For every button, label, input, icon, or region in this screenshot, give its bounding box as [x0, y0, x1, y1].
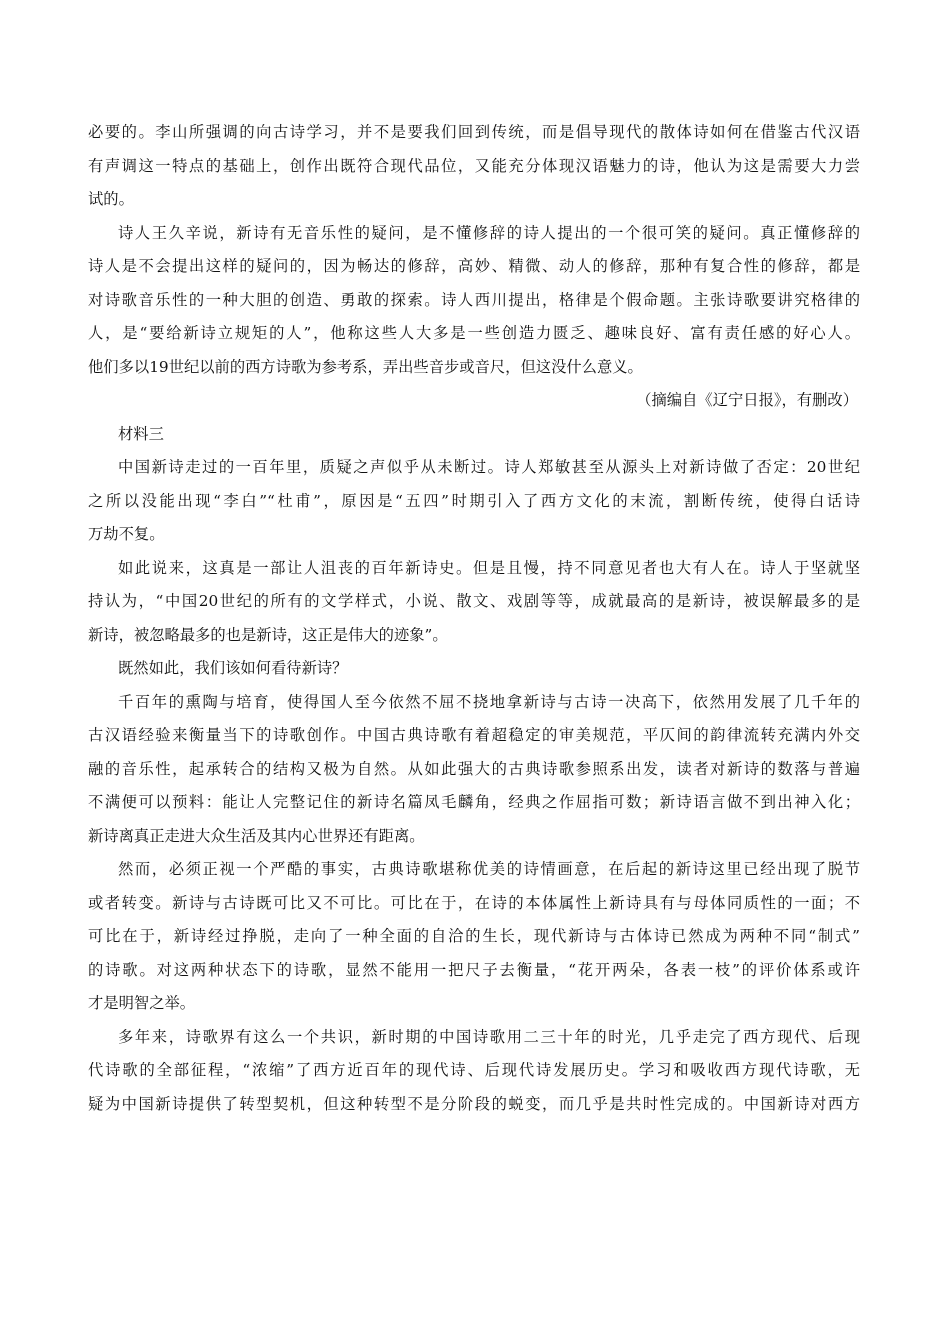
- paragraph: [88, 853, 860, 1021]
- section-heading: [88, 418, 860, 452]
- paragraph: [88, 116, 860, 217]
- text-line: 千百年的熏陶与培育，使得国人至今依然不屈不挠地拿新诗与古诗一决高下，依然用发展了几千年的: [118, 692, 860, 711]
- text-line: 持认为，“中国20世纪的所有的文学样式，小说、散文、戏剧等等，成就最高的是新诗，被误解最多的是: [88, 592, 860, 610]
- text-line: 试的。: [88, 190, 134, 208]
- citation-text: （摘编自《辽宁日报》，有删改）: [636, 391, 858, 409]
- text-line: 代诗歌的全部征程，“浓缩”了西方近百年的现代诗、后现代诗发展历史。学习和吸收西方现代诗歌，无: [88, 1061, 860, 1079]
- text-line: 多年来，诗歌界有这么一个共识，新时期的中国诗歌用二三十年的时光，几乎走完了西方现代、后现: [118, 1027, 860, 1046]
- paragraph: [88, 652, 860, 686]
- text-line: 新诗，被忽略最多的也是新诗，这正是伟大的迹象”。: [88, 625, 448, 644]
- text-line: 可比在于，新诗经过挣脱，走向了一种全面的自洽的生长，现代新诗与古体诗已然成为两种不同“制式”: [88, 927, 860, 945]
- paragraph: [88, 552, 860, 653]
- text-line: 或者转变。新诗与古诗既可比又不可比。可比在于，在诗的本体属性上新诗具有与母体同质性的一面；不: [88, 893, 860, 912]
- text-line: 万劫不复。: [88, 525, 165, 543]
- text-line: 诗人王久辛说，新诗有无音乐性的疑问，是不懂修辞的诗人提出的一个很可笑的疑问。真正懂修辞的: [118, 223, 860, 242]
- text-line: 才是明智之举。: [88, 994, 196, 1012]
- text-line: 融的音乐性，起承转合的结构又极为自然。从如此强大的古典诗歌参照系出发，读者对新诗的数落与普遍: [88, 759, 860, 778]
- paragraph: [88, 1021, 860, 1122]
- text-line: 有声调这一特点的基础上，创作出既符合现代品位，又能充分体现汉语魅力的诗，他认为这是需要大力尝: [88, 156, 860, 175]
- paragraph: [88, 217, 860, 385]
- paragraph: [88, 686, 860, 854]
- text-line: 必要的。李山所强调的向古诗学习，并不是要我们回到传统，而是倡导现代的散体诗如何在借鉴古代汉语: [88, 123, 860, 141]
- text-line: 之所以没能出现“李白”“杜甫”，原因是“五四”时期引入了西方文化的末流，割断传统，使得白话诗: [88, 491, 860, 510]
- paragraph: [88, 451, 860, 552]
- text-line: 不满便可以预料：能让人完整记住的新诗名篇凤毛麟角，经典之作屈指可数；新诗语言做不到出神入化；: [88, 793, 860, 811]
- text-line: 的诗歌。对这两种状态下的诗歌，显然不能用一把尺子去衡量，“花开两朵，各表一枝”的评价体系或许: [88, 960, 860, 979]
- heading-text: 材料三: [118, 424, 164, 443]
- text-line: 诗人是不会提出这样的疑问的，因为畅达的修辞，高妙、精微、动人的修辞，那种有复合性的修辞，都是: [88, 257, 860, 275]
- text-line: 对诗歌音乐性的一种大胆的创造、勇敢的探索。诗人西川提出，格律是个假命题。主张诗歌要讲究格律的: [88, 290, 860, 309]
- text-line: 古汉语经验来衡量当下的诗歌创作。中国古典诗歌有着超稳定的审美规范，平仄间的韵律流转充满内外交: [88, 726, 860, 744]
- text-line: 既然如此，我们该如何看待新诗？: [118, 659, 348, 677]
- text-line: 他们多以19世纪以前的西方诗歌为参考系，弄出些音步或音尺，但这没什么意义。: [88, 357, 643, 376]
- article-body: [88, 116, 860, 1121]
- text-line: 如此说来，这真是一部让人沮丧的百年新诗史。但是且慢，持不同意见者也大有人在。诗人于坚就坚: [118, 558, 860, 577]
- text-line: 新诗离真正走进大众生活及其内心世界还有距离。: [88, 826, 425, 845]
- source-citation: [88, 384, 860, 418]
- text-line: 然而，必须正视一个严酷的事实，古典诗歌堪称优美的诗情画意，在后起的新诗这里已经出现了脱节: [118, 860, 860, 878]
- text-line: 疑为中国新诗提供了转型契机，但这种转型不是分阶段的蜕变，而几乎是共时性完成的。中国新诗对西方: [88, 1094, 860, 1113]
- text-line: 人，是“要给新诗立规矩的人”，他称这些人大多是一些创造力匮乏、趣味良好、富有责任感的好心人。: [88, 324, 860, 342]
- text-line: 中国新诗走过的一百年里，质疑之声似乎从未断过。诗人郑敏甚至从源头上对新诗做了否定：20世纪: [118, 458, 860, 476]
